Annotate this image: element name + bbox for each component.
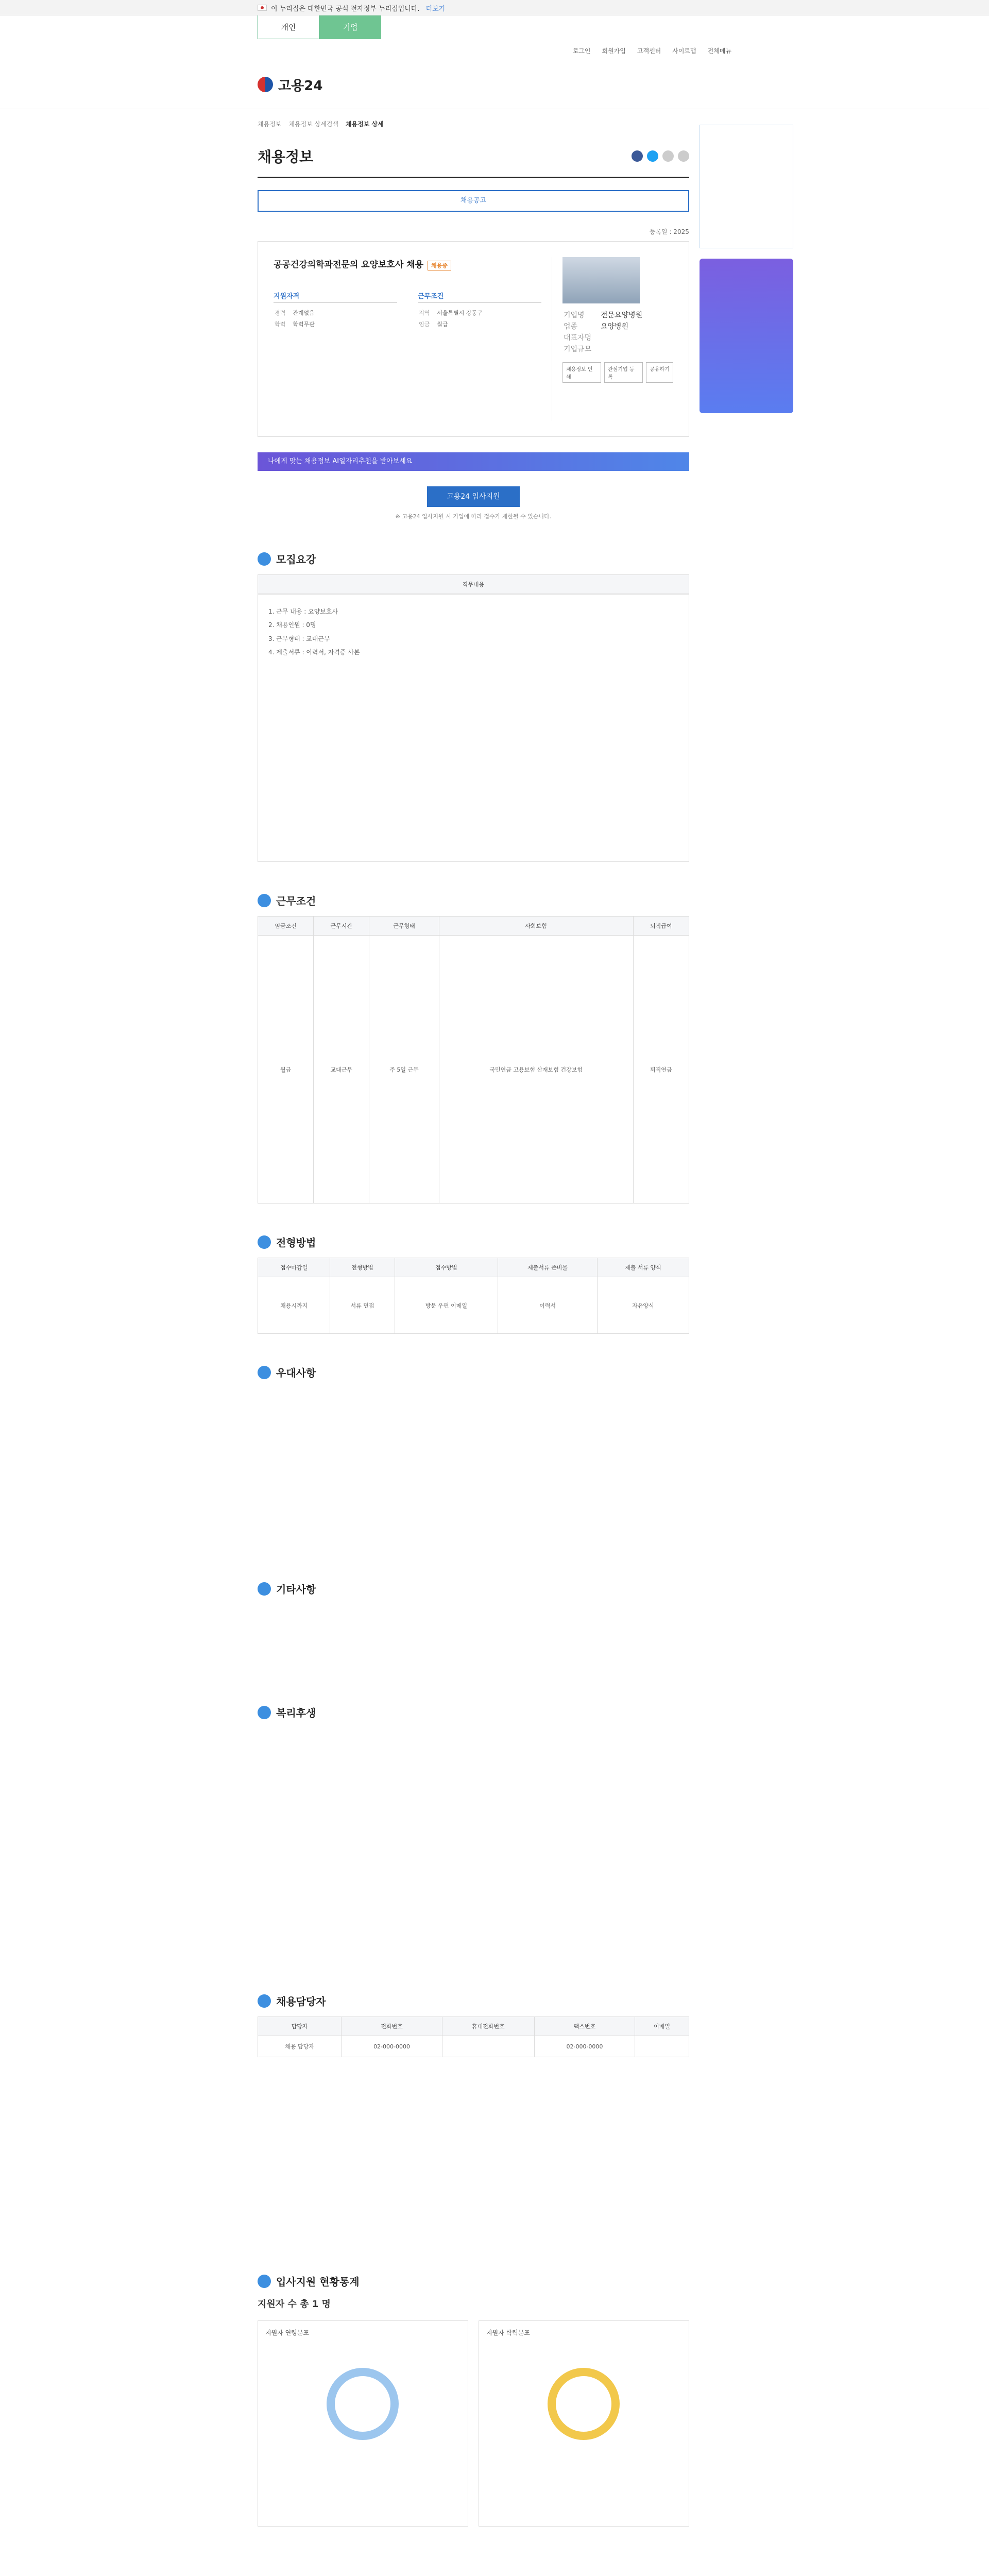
age-donut bbox=[327, 2368, 399, 2440]
sidebar-ai-ad[interactable] bbox=[700, 259, 793, 413]
section-icon bbox=[258, 894, 271, 907]
section-icon bbox=[258, 1994, 271, 2008]
page-title: 채용정보 bbox=[258, 148, 314, 165]
flag-icon bbox=[258, 5, 267, 11]
main-tabs bbox=[0, 15, 989, 39]
logo-text: 고용24 bbox=[278, 78, 323, 94]
tab-company[interactable]: 기업 bbox=[319, 15, 381, 39]
section-icon bbox=[258, 2275, 271, 2288]
section-icon bbox=[258, 1235, 271, 1249]
breadcrumb bbox=[258, 109, 689, 132]
print-icon[interactable] bbox=[678, 150, 689, 162]
work-section: 근무조건 임금조건 근무시간 근무형태 사회보험 퇴직급여 월급 교대근무 주 5일 근무 국민연금 고용보험 산재보험 건강보험 퇴직연금 bbox=[258, 893, 689, 1204]
site-header bbox=[0, 60, 989, 109]
status-badge: 채용중 bbox=[428, 261, 451, 270]
conditions-heading: 지원자격 bbox=[274, 291, 397, 303]
contact-table: 담당자 전화번호 휴대전화번호 팩스번호 이메일 채용 담당자 02-000-0000 02-000-0000 bbox=[258, 2016, 689, 2057]
support-link[interactable]: 고객센터 bbox=[637, 47, 661, 55]
contact-section: 채용담당자 담당자 전화번호 휴대전화번호 팩스번호 이메일 채용 담당자 02-000-0000 02-000-0000 bbox=[258, 1993, 689, 2243]
work-heading: 근무조건 bbox=[418, 291, 541, 303]
breadcrumb-item[interactable]: 채용정보 bbox=[258, 121, 282, 128]
share-bar bbox=[632, 150, 689, 162]
welfare-section: 복리후생 bbox=[258, 1705, 689, 1962]
print-button[interactable]: 채용정보 인쇄 bbox=[562, 362, 601, 383]
sidebar-info-box bbox=[700, 125, 793, 248]
section-icon bbox=[258, 1582, 271, 1596]
favorite-button[interactable]: 관심기업 등록 bbox=[604, 362, 643, 383]
edu-chart-title: 지원자 학력분포 bbox=[486, 2329, 530, 2336]
company-image bbox=[562, 257, 640, 303]
process-table: 접수마감일 전형방법 접수방법 제출서류 준비물 제출 서류 양식 채용시까지 서류 면접 방문 우편 이메일 이력서 자유양식 bbox=[258, 1258, 689, 1334]
apply-button[interactable]: 고용24 입사지원 bbox=[427, 486, 520, 507]
etc-section: 기타사항 bbox=[258, 1581, 689, 1674]
share-button[interactable]: 공유하기 bbox=[646, 362, 673, 383]
prefer-section: 우대사항 bbox=[258, 1365, 689, 1550]
apply-note: ※ 고용24 입사지원 시 기업에 따라 접수가 제한될 수 있습니다. bbox=[395, 513, 552, 520]
edu-donut bbox=[548, 2368, 620, 2440]
recruit-section: 모집요강 직무내용 1. 근무 내용 : 요양보호사 2. 채용인원 : 0명 3. 근무형태 : 교대근무 4. 제출서류 : 이력서, 자격증 사본 bbox=[258, 551, 689, 862]
twitter-icon[interactable] bbox=[647, 150, 658, 162]
sidebar bbox=[700, 109, 793, 2576]
gov-banner-more-link[interactable]: 더보기 bbox=[425, 5, 446, 13]
section-icon bbox=[258, 1706, 271, 1719]
ai-recommend-banner[interactable]: 나에게 맞는 채용정보 AI일자리추천을 받아보세요 bbox=[258, 452, 689, 471]
site-logo[interactable] bbox=[258, 75, 322, 94]
employer-table: 기업명 전문요양병원 업종 요양병원 대표자명 기업규모 bbox=[564, 311, 643, 353]
section-icon bbox=[258, 552, 271, 566]
facebook-icon[interactable] bbox=[632, 150, 643, 162]
recruit-body: 1. 근무 내용 : 요양보호사 2. 채용인원 : 0명 3. 근무형태 : 교대근무 4. 제출서류 : 이력서, 자격증 사본 bbox=[258, 594, 689, 862]
main-content bbox=[258, 109, 689, 2576]
all-menu-link[interactable]: 전체메뉴 bbox=[707, 47, 731, 55]
stats-section: 입사지원 현황통계 지원자 수 총 1 명 지원자 연령분포 지원자 학력분포 bbox=[258, 2274, 689, 2527]
source-box: 채용공고 bbox=[258, 190, 689, 212]
age-chart-title: 지원자 연령분포 bbox=[265, 2329, 309, 2336]
job-summary-card: 공공건강의학과전문의 요양보호사 채용 채용중 지원자격 경력 관계없음 학력 학력무관 근무조건 지역 서울특별시 강동구 임금 월급 기업명 전문요양병원 업종 요양병원 대표자명 기업규모 채용정보 인쇄 관심기업 등록 공유하기 bbox=[258, 241, 689, 437]
login-link[interactable]: 로그인 bbox=[572, 47, 591, 55]
sitemap-link[interactable]: 사이트맵 bbox=[672, 47, 696, 55]
signup-link[interactable]: 회원가입 bbox=[602, 47, 626, 55]
gov-banner bbox=[0, 0, 989, 15]
applicant-total: 지원자 수 총 1 명 bbox=[258, 2299, 331, 2310]
section-icon bbox=[258, 1366, 271, 1379]
gov-banner-text: 이 누리집은 대한민국 공식 전자정부 누리집입니다. bbox=[271, 5, 420, 13]
process-section: 전형방법 접수마감일 전형방법 접수방법 제출서류 준비물 제출 서류 양식 채용시까지 서류 면접 방문 우편 이메일 이력서 자유양식 bbox=[258, 1234, 689, 1334]
reg-date: 등록일 : 2025 bbox=[649, 228, 689, 235]
link-icon[interactable] bbox=[662, 150, 674, 162]
breadcrumb-item[interactable]: 채용정보 상세검색 bbox=[288, 121, 338, 128]
work-table: 임금조건 근무시간 근무형태 사회보험 퇴직급여 월급 교대근무 주 5일 근무 국민연금 고용보험 산재보험 건강보험 퇴직연금 bbox=[258, 916, 689, 1204]
taegeuk-logo-icon bbox=[258, 77, 273, 92]
job-title: 공공건강의학과전문의 요양보호사 채용 채용중 bbox=[274, 257, 541, 270]
tab-personal[interactable]: 개인 bbox=[258, 15, 319, 39]
breadcrumb-current: 채용정보 상세 bbox=[345, 121, 384, 128]
util-nav bbox=[0, 39, 989, 60]
